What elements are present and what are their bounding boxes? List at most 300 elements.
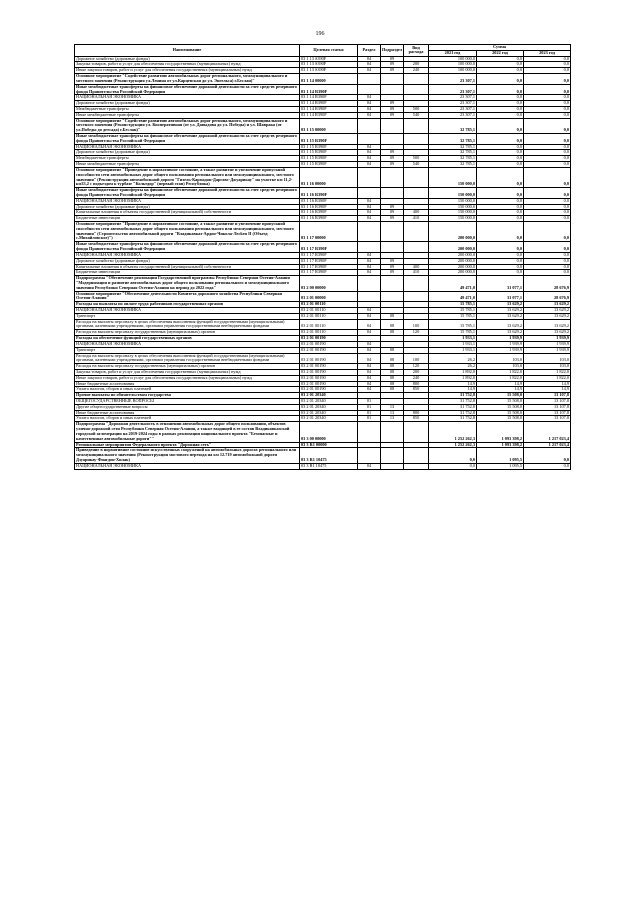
- cell-section: 01: [358, 410, 381, 416]
- cell-2022: 15 508,0: [477, 399, 524, 405]
- cell-type: 100: [404, 353, 429, 364]
- cell-2023: 0,0: [524, 198, 571, 204]
- cell-type: [404, 167, 429, 187]
- cell-section: 04: [358, 210, 381, 216]
- cell-subsection: [381, 74, 404, 85]
- header-2021: 2021 год: [429, 50, 477, 56]
- cell-type: [404, 276, 429, 291]
- cell-name: Приведение в нормативное состояние искусственных сооружений на автомобильных дорогах регионального или межмуниципального значения (Реконструкция мостового перехода на км 12.719 автомобильной дороги Дзуарикау-Фиагдон-Хилак): [75, 448, 300, 463]
- cell-section: 04: [358, 381, 381, 387]
- cell-section: [358, 242, 381, 253]
- cell-section: 04: [358, 101, 381, 107]
- cell-2022: 0,0: [477, 68, 524, 74]
- cell-2021: 23 307,1: [429, 84, 477, 95]
- cell-name: Расходы на выплаты персоналу в целях обеспечения выполнения функций государственными (муниципальными) органами, казенными учреждениями, органами управления государственными внебюджетными фондами: [75, 319, 300, 330]
- cell-name: Закупка товаров, работ и услуг для обеспечения государственных (муниципальных) нужд: [75, 369, 300, 375]
- cell-section: 04: [358, 56, 381, 62]
- table-row: [75, 448, 571, 463]
- header-type: Вид расхода: [404, 45, 429, 57]
- cell-2021: 200 000,0: [429, 258, 477, 264]
- cell-name: Иные межбюджетные трансферты: [75, 112, 300, 118]
- cell-section: 04: [358, 216, 381, 222]
- cell-section: 04: [358, 375, 381, 381]
- cell-2021: 32 785,1: [429, 156, 477, 162]
- cell-2021: 15 785,1: [429, 330, 477, 336]
- cell-type: 540: [404, 112, 429, 118]
- header-2022: 2022 год: [477, 50, 524, 56]
- cell-2021: 0,0: [429, 448, 477, 463]
- table-row: [75, 222, 571, 242]
- cell-2023: 13 107,8: [524, 416, 571, 422]
- cell-section: [358, 118, 381, 133]
- cell-section: 04: [358, 387, 381, 393]
- cell-subsection: 09: [381, 56, 404, 62]
- cell-2021: 49 471,0: [429, 276, 477, 291]
- cell-target: 03 1 17 R390F: [300, 270, 358, 276]
- cell-2022: 15 508,0: [477, 404, 524, 410]
- cell-2021: 150 000,0: [429, 198, 477, 204]
- cell-2021: 32 785,1: [429, 118, 477, 133]
- cell-subsection: 09: [381, 204, 404, 210]
- cell-type: [404, 422, 429, 442]
- cell-subsection: 08: [381, 313, 404, 319]
- cell-name: Подпрограмма "Обеспечение реализации Государственной программы Республики Северная Осетия-Алания "Модернизация и развитие автомобильных дорог общего пользования регионального и межмуниципального значения Республики Северная Осетия-Алания на период до 2022 года": [75, 276, 300, 291]
- cell-section: [358, 276, 381, 291]
- cell-2023: 13 629,2: [524, 308, 571, 314]
- cell-target: 03 2 01 00110: [300, 319, 358, 330]
- cell-section: 04: [358, 319, 381, 330]
- cell-2023: 103,0: [524, 364, 571, 370]
- cell-name: Межбюджетные трансферты: [75, 106, 300, 112]
- cell-2021: 32 785,1: [429, 150, 477, 156]
- cell-2021: 100 000,0: [429, 62, 477, 68]
- cell-2022: 15 508,0: [477, 416, 524, 422]
- cell-2022: 13 629,2: [477, 319, 524, 330]
- cell-2022: 0,0: [477, 198, 524, 204]
- cell-name: Бюджетные инвестиции: [75, 216, 300, 222]
- cell-2023: 0,0: [524, 222, 571, 242]
- cell-name: Бюджетные инвестиции: [75, 270, 300, 276]
- table-row: [75, 84, 571, 95]
- cell-2021: 150 000,0: [429, 167, 477, 187]
- cell-2021: 49 471,0: [429, 291, 477, 302]
- cell-2021: 100 000,0: [429, 68, 477, 74]
- cell-subsection: 09: [381, 112, 404, 118]
- cell-type: [404, 134, 429, 145]
- cell-2023: 1 939,9: [524, 341, 571, 347]
- cell-name: Иные межбюджетные трансферты на финансовое обеспечение дорожной деятельности за счет средств резервного фонда Правительства Российской Федерации: [75, 242, 300, 253]
- cell-subsection: 08: [381, 319, 404, 330]
- cell-type: 120: [404, 364, 429, 370]
- cell-name: Подпрограмма "Дорожная деятельность в отношении автомобильных дорог общего пользования, объектов улично-дорожной сети Республики Северная Осетия-Алания, а также входящей в ее состав Владикавказской городской агломерации на 2019-2024 годы в рамках реализации национального проекта "Безопасные и качественные автомобильные дороги"": [75, 422, 300, 442]
- cell-target: 03 2 01 00190: [300, 387, 358, 393]
- cell-section: 04: [358, 162, 381, 168]
- cell-target: 03 1 17 R390F: [300, 242, 358, 253]
- cell-target: 03 2 01 20340: [300, 416, 358, 422]
- cell-2021: 15 785,1: [429, 313, 477, 319]
- cell-2022: 0,0: [477, 216, 524, 222]
- cell-type: 500: [404, 156, 429, 162]
- cell-name: ОБЩЕГОСУДАРСТВЕННЫЕ ВОПРОСЫ: [75, 399, 300, 405]
- cell-subsection: 08: [381, 387, 404, 393]
- cell-2023: 0,0: [524, 204, 571, 210]
- cell-2023: 0,0: [524, 150, 571, 156]
- cell-2023: 0,0: [524, 188, 571, 199]
- cell-2022: 0,0: [477, 84, 524, 95]
- cell-2022: 1 093 398,2: [477, 422, 524, 442]
- cell-2023: 0,0: [524, 264, 571, 270]
- cell-2021: 15 785,1: [429, 302, 477, 308]
- cell-2023: 1 939,9: [524, 336, 571, 342]
- cell-subsection: 09: [381, 258, 404, 264]
- cell-type: [404, 84, 429, 95]
- cell-2023: 1 822,0: [524, 375, 571, 381]
- cell-subsection: [381, 84, 404, 95]
- cell-2021: 200 000,0: [429, 264, 477, 270]
- cell-2022: 1 095,5: [477, 463, 524, 469]
- cell-2022: 1 939,9: [477, 336, 524, 342]
- cell-target: 03 2 01 20340: [300, 410, 358, 416]
- cell-2021: 14,9: [429, 387, 477, 393]
- cell-2022: 0,0: [477, 162, 524, 168]
- table-row: [75, 188, 571, 199]
- cell-target: 03 3 R1 00000: [300, 442, 358, 448]
- cell-type: 800: [404, 381, 429, 387]
- cell-2023: 0,0: [524, 84, 571, 95]
- cell-name: Дорожное хозяйство (дорожные фонды): [75, 101, 300, 107]
- cell-subsection: 09: [381, 68, 404, 74]
- cell-section: 04: [358, 308, 381, 314]
- cell-subsection: 09: [381, 210, 404, 216]
- cell-2022: 0,0: [477, 242, 524, 253]
- cell-2022: 0,0: [477, 270, 524, 276]
- cell-2021: 31 752,8: [429, 416, 477, 422]
- cell-2023: 0,0: [524, 210, 571, 216]
- cell-name: Расходы на выплаты персоналу государственных (муниципальных) органов: [75, 364, 300, 370]
- cell-target: 03 1 17 R390F: [300, 252, 358, 258]
- cell-target: 03 1 16 R390F: [300, 204, 358, 210]
- cell-name: НАЦИОНАЛЬНАЯ ЭКОНОМИКА: [75, 95, 300, 101]
- cell-type: 240: [404, 68, 429, 74]
- cell-name: Иные межбюджетные трансферты на финансовое обеспечение дорожной деятельности за счет средств резервного фонда Правительства Российской Федерации: [75, 134, 300, 145]
- cell-2021: 14,9: [429, 381, 477, 387]
- cell-section: [358, 74, 381, 85]
- cell-2022: 0,0: [477, 167, 524, 187]
- cell-name: Иные закупки товаров, работ и услуг для обеспечения государственных (муниципальных) нужд: [75, 68, 300, 74]
- cell-2021: 150 000,0: [429, 210, 477, 216]
- cell-2023: 0,0: [524, 258, 571, 264]
- cell-name: Иные межбюджетные трансферты на финансовое обеспечение дорожной деятельности за счет средств резервного фонда Правительства Российской Федерации: [75, 84, 300, 95]
- cell-target: 03 1 16 00000: [300, 167, 358, 187]
- cell-target: 03 1 17 R390F: [300, 258, 358, 264]
- cell-2023: 103,0: [524, 353, 571, 364]
- header-subsection: Подраздел: [381, 45, 404, 57]
- cell-section: 04: [358, 364, 381, 370]
- cell-subsection: [381, 291, 404, 302]
- cell-section: [358, 84, 381, 95]
- cell-subsection: 13: [381, 416, 404, 422]
- cell-type: 100: [404, 319, 429, 330]
- cell-subsection: 13: [381, 410, 404, 416]
- cell-2022: 1 822,0: [477, 369, 524, 375]
- cell-2023: 1 217 023,4: [524, 422, 571, 442]
- cell-section: 04: [358, 341, 381, 347]
- cell-name: Уплата налогов, сборов и иных платежей: [75, 416, 300, 422]
- cell-2023: 1 939,9: [524, 347, 571, 353]
- cell-2021: 15 785,1: [429, 308, 477, 314]
- cell-target: 03 1 15 R390F: [300, 162, 358, 168]
- cell-2023: 0,0: [524, 74, 571, 85]
- cell-section: [358, 448, 381, 463]
- cell-target: 03 2 01 20340: [300, 393, 358, 399]
- cell-target: 03 2 01 00190: [300, 347, 358, 353]
- cell-subsection: 08: [381, 353, 404, 364]
- cell-2022: 13 629,2: [477, 308, 524, 314]
- cell-name: НАЦИОНАЛЬНАЯ ЭКОНОМИКА: [75, 144, 300, 150]
- cell-subsection: [381, 276, 404, 291]
- cell-2023: 0,0: [524, 156, 571, 162]
- cell-section: 04: [358, 112, 381, 118]
- table-row: [75, 422, 571, 442]
- cell-2022: 13 629,2: [477, 330, 524, 336]
- cell-2021: 200 000,0: [429, 222, 477, 242]
- cell-target: 03 2 01 00110: [300, 330, 358, 336]
- cell-2023: 13 629,2: [524, 302, 571, 308]
- cell-target: 03 1 16 R390F: [300, 188, 358, 199]
- cell-name: НАЦИОНАЛЬНАЯ ЭКОНОМИКА: [75, 252, 300, 258]
- cell-2022: 31 077,1: [477, 291, 524, 302]
- cell-section: 04: [358, 313, 381, 319]
- cell-subsection: [381, 422, 404, 442]
- cell-2022: 0,0: [477, 62, 524, 68]
- cell-2023: 0,0: [524, 144, 571, 150]
- cell-section: 04: [358, 150, 381, 156]
- cell-section: 04: [358, 347, 381, 353]
- cell-target: 03 1 17 R390F: [300, 264, 358, 270]
- cell-target: 03 2 01 00190: [300, 336, 358, 342]
- cell-target: 03 1 13 S390F: [300, 62, 358, 68]
- cell-subsection: 09: [381, 150, 404, 156]
- cell-2023: 0,0: [524, 134, 571, 145]
- cell-subsection: 09: [381, 264, 404, 270]
- cell-type: 850: [404, 387, 429, 393]
- cell-2022: 1 939,9: [477, 347, 524, 353]
- cell-section: [358, 422, 381, 442]
- cell-name: Расходы на выплаты персоналу государственных (муниципальных) органов: [75, 330, 300, 336]
- cell-subsection: 09: [381, 106, 404, 112]
- cell-section: [358, 167, 381, 187]
- cell-2023: 0,0: [524, 162, 571, 168]
- cell-name: Основное мероприятие "Содействие развитию автомобильных дорог регионального, межмуниципального и местного значения (Реконструкция ул. Кооперативная (от ул. Давыдова до ул. Победы) и ул. Шаврака (от ул.Победы до детсада) г.Беслан)": [75, 118, 300, 133]
- cell-2021: 1 892,0: [429, 375, 477, 381]
- cell-2021: 1 933,1: [429, 336, 477, 342]
- cell-subsection: [381, 118, 404, 133]
- cell-2021: 32 785,1: [429, 134, 477, 145]
- cell-subsection: [381, 463, 404, 469]
- cell-subsection: 09: [381, 216, 404, 222]
- header-section: Раздел: [358, 45, 381, 57]
- cell-2022: 0,0: [477, 252, 524, 258]
- cell-type: 240: [404, 375, 429, 381]
- cell-2023: 13 107,8: [524, 399, 571, 405]
- cell-target: 03 2 01 00000: [300, 291, 358, 302]
- cell-2023: 1 822,0: [524, 369, 571, 375]
- cell-2021: 200 000,0: [429, 242, 477, 253]
- cell-type: 800: [404, 410, 429, 416]
- cell-name: Транспорт: [75, 347, 300, 353]
- cell-2021: 150 000,0: [429, 204, 477, 210]
- cell-name: Межбюджетные трансферты: [75, 156, 300, 162]
- cell-section: 01: [358, 399, 381, 405]
- cell-2022: 13 629,2: [477, 302, 524, 308]
- cell-2023: 14,9: [524, 381, 571, 387]
- cell-name: Прочие выплаты по обязательствам государства: [75, 393, 300, 399]
- cell-2022: 103,0: [477, 353, 524, 364]
- cell-type: [404, 74, 429, 85]
- cell-subsection: 08: [381, 369, 404, 375]
- cell-subsection: 09: [381, 62, 404, 68]
- cell-2022: 0,0: [477, 106, 524, 112]
- table-row: [75, 134, 571, 145]
- cell-type: [404, 242, 429, 253]
- cell-2022: 0,0: [477, 134, 524, 145]
- cell-name: Основное мероприятие "Приведение в нормативное состояние, а также развитие и увеличение пропускной способности сети автомобильных дорог общего пользования регионального или межмуниципального, местного значения" (Строительство автомобильной дороги "Владикавказ-Ардон-Чикола-Лесken II (Объезд с.Михайловское)"): [75, 222, 300, 242]
- budget-table: [74, 44, 571, 470]
- cell-2021: 15 785,1: [429, 319, 477, 330]
- cell-target: 03 2 01 00110: [300, 302, 358, 308]
- cell-section: [358, 291, 381, 302]
- cell-2022: 31 077,1: [477, 276, 524, 291]
- cell-name: Региональные мероприятия Федерального проекта "Дорожная сеть": [75, 442, 300, 448]
- cell-2021: 150 000,0: [429, 216, 477, 222]
- cell-2021: 150 000,0: [429, 188, 477, 199]
- cell-name: Основное мероприятие "Содействие развитию автомобильных дорог регионального, межмуниципального и местного значения (Реконструкция ул.Ленина от ул.Карцевская до ул. Энгельса) г.Беслан)": [75, 74, 300, 85]
- cell-section: 04: [358, 68, 381, 74]
- cell-2022: 0,0: [477, 150, 524, 156]
- cell-section: 04: [358, 106, 381, 112]
- cell-target: 03 1 15 R390F: [300, 150, 358, 156]
- cell-2023: 13 629,2: [524, 313, 571, 319]
- cell-type: 540: [404, 162, 429, 168]
- cell-section: 04: [358, 95, 381, 101]
- cell-2021: 31 752,8: [429, 399, 477, 405]
- cell-target: 03 1 13 S390F: [300, 56, 358, 62]
- cell-target: 03 1 15 00000: [300, 118, 358, 133]
- cell-subsection: [381, 222, 404, 242]
- cell-2021: 23 307,1: [429, 112, 477, 118]
- cell-section: [358, 188, 381, 199]
- cell-2021: 23 307,1: [429, 106, 477, 112]
- cell-subsection: [381, 134, 404, 145]
- cell-2021: 31 752,8: [429, 404, 477, 410]
- cell-type: 120: [404, 330, 429, 336]
- cell-subsection: 09: [381, 156, 404, 162]
- cell-name: НАЦИОНАЛЬНАЯ ЭКОНОМИКА: [75, 308, 300, 314]
- cell-name: Иные закупки товаров, работ и услуг для обеспечения государственных (муниципальных) нужд: [75, 375, 300, 381]
- table-row: [75, 74, 571, 85]
- cell-type: [404, 222, 429, 242]
- cell-type: 500: [404, 106, 429, 112]
- table-row: [75, 276, 571, 291]
- cell-name: Расходы на выплаты персоналу в целях обеспечения выполнения функций государственными (муниципальными) органами, казенными учреждениями, органами управления государственными внебюджетными фондами: [75, 353, 300, 364]
- cell-section: 04: [358, 156, 381, 162]
- cell-subsection: 13: [381, 404, 404, 410]
- cell-2023: 13 629,2: [524, 319, 571, 330]
- cell-type: [404, 448, 429, 463]
- cell-2021: 1 252 262,3: [429, 442, 477, 448]
- cell-2022: 0,0: [477, 144, 524, 150]
- cell-subsection: 09: [381, 101, 404, 107]
- cell-section: 04: [358, 258, 381, 264]
- cell-target: 03 2 01 00190: [300, 381, 358, 387]
- cell-type: 400: [404, 264, 429, 270]
- cell-type: 410: [404, 270, 429, 276]
- cell-target: 03 2 01 20340: [300, 404, 358, 410]
- cell-name: НАЦИОНАЛЬНАЯ ЭКОНОМИКА: [75, 463, 300, 469]
- cell-2022: 0,0: [477, 188, 524, 199]
- cell-section: 04: [358, 264, 381, 270]
- table-row: [75, 463, 571, 469]
- cell-target: 03 1 15 R390F: [300, 134, 358, 145]
- cell-target: 03 2 01 00190: [300, 369, 358, 375]
- cell-2022: 0,0: [477, 101, 524, 107]
- cell-2021: 23 307,1: [429, 95, 477, 101]
- cell-target: 03 3 R1 10475: [300, 463, 358, 469]
- header-2023: 2023 год: [524, 50, 571, 56]
- cell-2023: 0,0: [524, 101, 571, 107]
- cell-type: [404, 463, 429, 469]
- cell-2022: 15 508,0: [477, 393, 524, 399]
- cell-2021: 26,2: [429, 353, 477, 364]
- cell-target: 03 3 00 00000: [300, 422, 358, 442]
- cell-target: 03 1 13 S390F: [300, 68, 358, 74]
- table-body: [75, 56, 571, 469]
- cell-2022: 14,9: [477, 381, 524, 387]
- cell-subsection: 08: [381, 347, 404, 353]
- cell-2023: 0,0: [524, 118, 571, 133]
- cell-2021: 1 933,1: [429, 347, 477, 353]
- table-row: [75, 167, 571, 187]
- cell-2023: 13 629,2: [524, 330, 571, 336]
- cell-section: 04: [358, 353, 381, 364]
- cell-2021: 23 307,1: [429, 101, 477, 107]
- cell-2023: 0,0: [524, 56, 571, 62]
- cell-name: Основное мероприятие "Приведение в нормативное состояние, а также развитие и увеличение пропускной способности сети автомобильных дорог общего пользования регионального или межмуниципального, местного значения" (Реконструкция автомобильной дороги "Гизель-Кармадон-Даргавс-Джуарикау" на участке км 11,2-км33,2 с подъездом к турбазе "Кольтдор" (первый этап) Республика): [75, 167, 300, 187]
- cell-section: 04: [358, 463, 381, 469]
- cell-subsection: 08: [381, 330, 404, 336]
- cell-name: Дорожное хозяйство (дорожные фонды): [75, 150, 300, 156]
- cell-target: 03 2 00 00000: [300, 276, 358, 291]
- cell-2023: 1 217 023,4: [524, 442, 571, 448]
- cell-2023: 0,0: [524, 270, 571, 276]
- cell-2022: 1 939,9: [477, 341, 524, 347]
- cell-2023: 14,9: [524, 387, 571, 393]
- header-name: Наименование: [75, 45, 300, 57]
- cell-type: 200: [404, 369, 429, 375]
- cell-target: 03 2 01 00190: [300, 364, 358, 370]
- cell-target: 03 1 15 R390F: [300, 156, 358, 162]
- cell-target: 03 1 15 R390F: [300, 144, 358, 150]
- cell-subsection: [381, 448, 404, 463]
- cell-2023: 0,0: [524, 448, 571, 463]
- cell-2023: 0,0: [524, 68, 571, 74]
- cell-subsection: 08: [381, 381, 404, 387]
- cell-2023: 0,0: [524, 106, 571, 112]
- cell-name: Капитальные вложения в объекты государственной (муниципальной) собственности: [75, 210, 300, 216]
- table-row: [75, 291, 571, 302]
- cell-section: 04: [358, 369, 381, 375]
- cell-name: Иные бюджетные ассигнования: [75, 410, 300, 416]
